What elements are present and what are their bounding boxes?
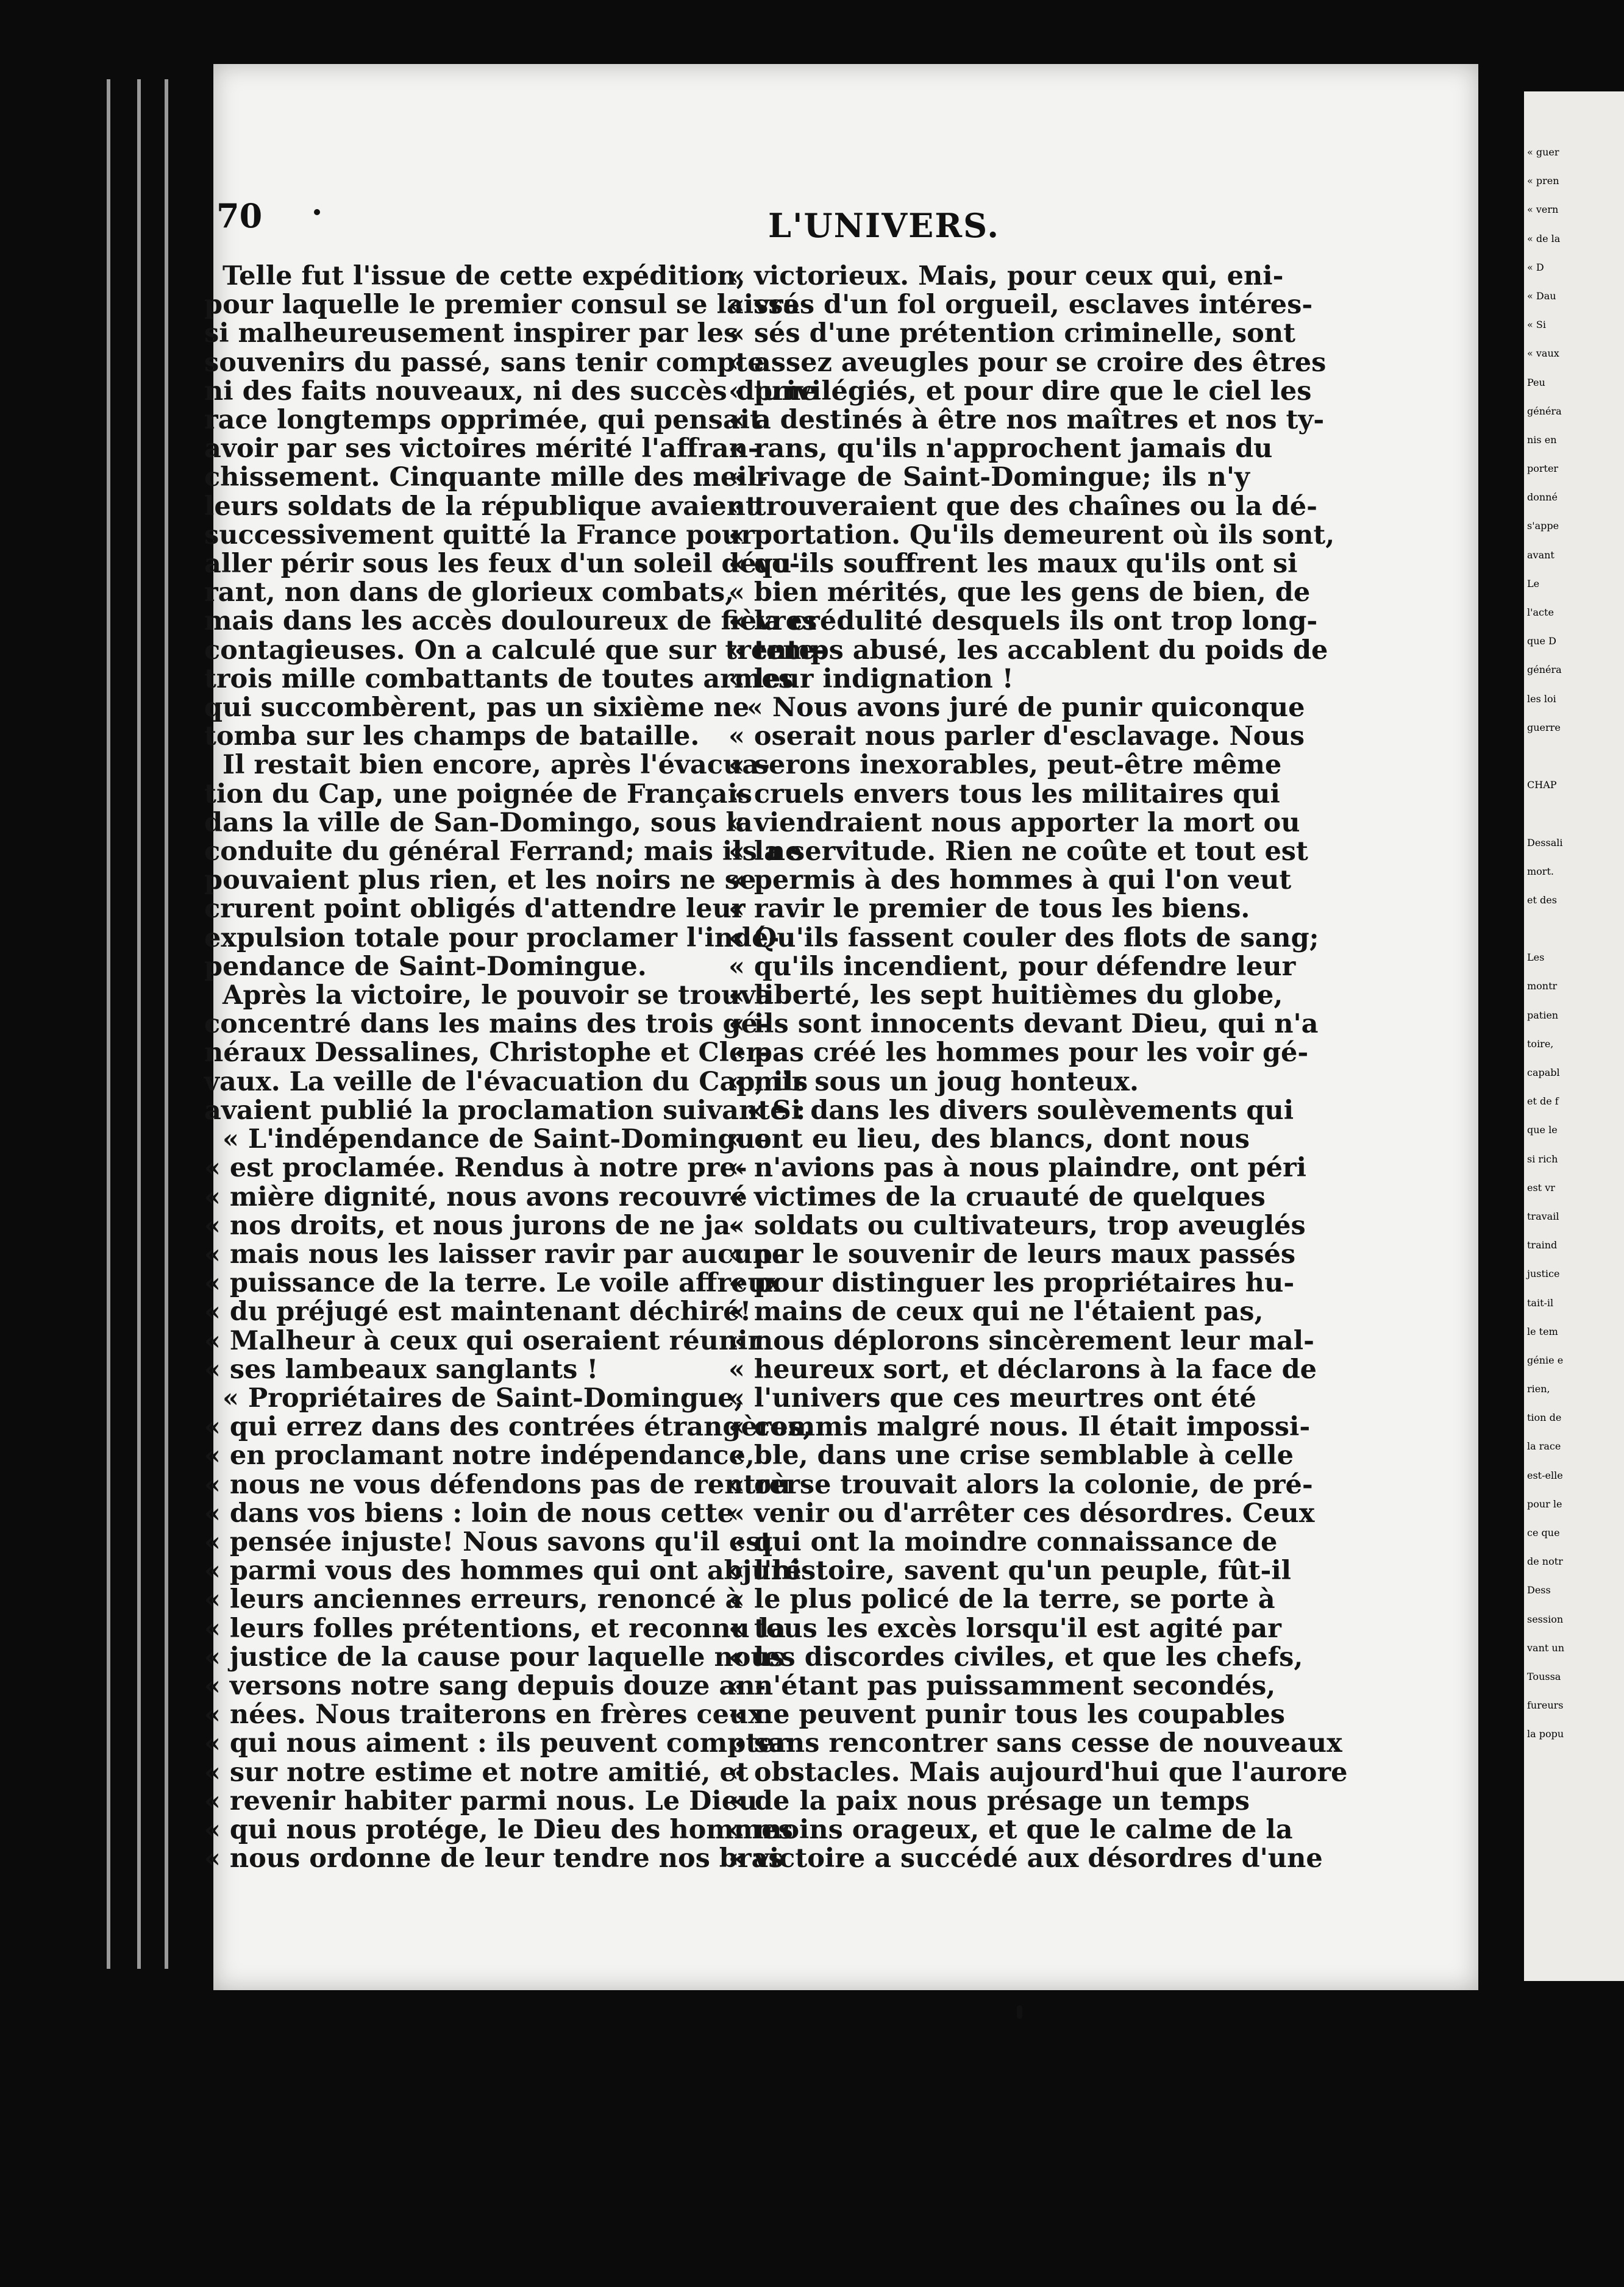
text-line: « heureux sort, et déclarons à la face de: [728, 1354, 1317, 1385]
text-line: crurent point obligés d'attendre leur: [204, 894, 746, 925]
text-line: « qui nous protége, le Dieu des hommes: [204, 1814, 793, 1845]
text-line: chissement. Cinquante mille des meil-: [204, 462, 768, 493]
facing-page-fragment: CHAP: [1527, 779, 1557, 791]
facing-page-fragment: Peu: [1527, 376, 1545, 388]
text-line: race longtemps opprimée, qui pensait: [204, 405, 762, 436]
facing-page-fragment: toire,: [1527, 1037, 1554, 1050]
text-line: « victorieux. Mais, pour ceux qui, eni-: [728, 261, 1284, 291]
text-line: « Si dans les divers soulèvements qui: [747, 1095, 1294, 1126]
text-line: « nous ordonne de leur tendre nos bras: [204, 1843, 783, 1874]
text-line: « ne peuvent punir tous les coupables: [728, 1699, 1285, 1730]
facing-page-fragment: Le: [1527, 577, 1540, 589]
text-line: « en proclamant notre indépendance,: [204, 1440, 755, 1471]
text-line: « l'univers que ces meurtres ont été: [728, 1382, 1256, 1414]
facing-page-fragment: Les: [1527, 951, 1545, 964]
text-line: souvenirs du passé, sans tenir compte: [204, 347, 764, 378]
text-line: « liberté, les sept huitièmes du globe,: [728, 980, 1283, 1011]
text-line: tion du Cap, une poignée de Français: [204, 778, 752, 809]
facing-page-fragment: s'appe: [1527, 520, 1559, 532]
text-line: tomba sur les champs de bataille.: [204, 721, 700, 752]
text-line: successivement quitté la France pour: [204, 519, 755, 550]
facing-page-fragment: [1527, 808, 1624, 836]
facing-page-fragment: est-elle: [1527, 1469, 1563, 1481]
facing-page-fragment: « guer: [1527, 146, 1559, 158]
facing-page-fragment: « Dau: [1527, 290, 1556, 302]
facing-page-fragment: génie e: [1527, 1354, 1564, 1366]
facing-page-fragment: « vaux: [1527, 347, 1559, 360]
text-line: « ravir le premier de tous les biens.: [728, 894, 1250, 925]
facing-page-fragment: [1527, 750, 1624, 779]
text-line: « l'histoire, savent qu'un peuple, fût-il: [728, 1556, 1292, 1587]
text-line: « revenir habiter parmi nous. Le Dieu: [204, 1785, 758, 1816]
text-line: « dans vos biens : loin de nous cette: [204, 1498, 735, 1529]
text-line: néraux Dessalines, Christophe et Cler-: [204, 1037, 771, 1069]
text-line: « Malheur à ceux qui oseraient réunir: [204, 1325, 762, 1356]
facing-page: [1524, 91, 1624, 1981]
facing-page-fragment: mort.: [1527, 865, 1554, 877]
facing-page-fragment: et des: [1527, 894, 1557, 906]
text-line: « nées. Nous traiterons en frères ceux: [204, 1699, 764, 1730]
facing-page-fragment: « pren: [1527, 175, 1559, 187]
facing-page-fragment: donné: [1527, 491, 1558, 503]
facing-page-fragment: tion de: [1527, 1412, 1562, 1424]
binding-edge: [107, 79, 110, 1969]
text-line: « victoire a succédé aux désordres d'une: [728, 1843, 1323, 1874]
text-line: « serons inexorables, peut-être même: [728, 750, 1282, 781]
text-line: Il restait bien encore, après l'évacua-: [223, 750, 770, 781]
text-line: « sans rencontrer sans cesse de nouveaux: [728, 1728, 1342, 1759]
facing-page-fragment: Toussa: [1527, 1670, 1561, 1682]
text-line: expulsion totale pour proclamer l'indé-: [204, 922, 780, 953]
text-line: « nous ne vous défendons pas de rentrer: [204, 1469, 800, 1500]
text-line: « versons notre sang depuis douze an-: [204, 1670, 766, 1701]
facing-page-fragment: vant un: [1527, 1641, 1565, 1654]
text-line: « pas créé les hommes pour les voir gé-: [728, 1037, 1309, 1069]
text-line: « moins orageux, et que le calme de la: [728, 1814, 1293, 1845]
facing-page-fragment: session: [1527, 1613, 1564, 1625]
facing-page-fragment: tait-il: [1527, 1296, 1554, 1309]
text-line: « par le souvenir de leurs maux passés: [728, 1239, 1296, 1270]
text-line: « tous les excès lorsqu'il est agité par: [728, 1613, 1281, 1644]
text-line: « de la paix nous présage un temps: [728, 1785, 1250, 1816]
facing-page-fragment: [1527, 923, 1624, 951]
text-line: pour laquelle le premier consul se laissa: [204, 290, 800, 321]
text-line: concentré dans les mains des trois gé-: [204, 1009, 769, 1040]
text-line: contagieuses. On a calculé que sur trente-: [204, 635, 827, 666]
facing-page-fragment: et de f: [1527, 1095, 1559, 1108]
text-line: « ble, dans une crise semblable à celle: [728, 1440, 1294, 1471]
text-line: Après la victoire, le pouvoir se trouva: [223, 980, 773, 1011]
facing-page-fragment: « de la: [1527, 232, 1561, 244]
text-line: ni des faits nouveaux, ni des succès d'une: [204, 375, 817, 407]
text-line: « ont eu lieu, des blancs, dont nous: [728, 1124, 1250, 1155]
text-line: Telle fut l'issue de cette expédition,: [223, 261, 746, 291]
facing-page-fragment: travail: [1527, 1210, 1559, 1222]
text-line: « obstacles. Mais aujourd'hui que l'aurore: [728, 1757, 1348, 1788]
facing-page-fragment: traind: [1527, 1239, 1558, 1251]
text-line: « qui errez dans des contrées étrangères,: [204, 1412, 813, 1443]
text-line: pendance de Saint-Domingue.: [204, 951, 647, 982]
text-line: « privilégiés, et pour dire que le ciel les: [728, 375, 1312, 407]
text-line: « sur notre estime et notre amitié, et: [204, 1757, 749, 1788]
text-line: « pour distinguer les propriétaires hu-: [728, 1268, 1295, 1299]
text-line: « mière dignité, nous avons recouvré: [204, 1181, 747, 1212]
facing-page-fragment: l'acte: [1527, 606, 1554, 618]
text-line: trois mille combattants de toutes armes: [204, 663, 793, 694]
text-line: « du préjugé est maintenant déchiré!: [204, 1296, 752, 1328]
text-line: « portation. Qu'ils demeurent où ils sont,: [728, 519, 1335, 550]
running-title: L'UNIVERS.: [767, 206, 1000, 245]
text-line: rant, non dans de glorieux combats,: [204, 577, 735, 608]
text-line: « nos droits, et nous jurons de ne ja-: [204, 1210, 742, 1241]
facing-page-fragment: si rich: [1527, 1153, 1558, 1165]
facing-page-fragment: « vern: [1527, 204, 1559, 216]
text-line: « qu'ils incendient, pour défendre leur: [728, 951, 1296, 982]
text-line: « justice de la cause pour laquelle nous: [204, 1641, 785, 1673]
facing-page-fragment: guerre: [1527, 721, 1561, 733]
text-line: « Propriétaires de Saint-Domingue,: [223, 1382, 744, 1414]
text-line: « mais nous les laisser ravir par aucune: [204, 1239, 789, 1270]
text-line: « vrés d'un fol orgueil, esclaves intéres-: [728, 290, 1313, 321]
right-text-column: [728, 261, 1348, 1874]
facing-page-text: [1527, 146, 1624, 1757]
facing-page-fragment: Dess: [1527, 1584, 1551, 1596]
text-line: pouvaient plus rien, et les noirs ne se: [204, 865, 757, 896]
text-line: conduite du général Ferrand; mais ils ne: [204, 836, 802, 867]
facing-page-fragment: est vr: [1527, 1181, 1555, 1193]
facing-page-fragment: la race: [1527, 1440, 1561, 1453]
text-line: avaient publié la proclamation suivante :: [204, 1095, 806, 1126]
text-line: « mains de ceux qui ne l'étaient pas,: [728, 1296, 1264, 1328]
text-line: « commis malgré nous. Il était impossi-: [728, 1412, 1311, 1443]
binding-edge: [165, 79, 168, 1969]
text-line: « n'avions pas à nous plaindre, ont péri: [728, 1153, 1306, 1184]
text-line: « sés d'une prétention criminelle, sont: [728, 318, 1295, 349]
text-line: « L'indépendance de Saint-Domingue: [223, 1124, 772, 1155]
text-line: « oserait nous parler d'esclavage. Nous: [728, 721, 1305, 752]
facing-page-fragment: Dessali: [1527, 836, 1563, 848]
facing-page-fragment: la popu: [1527, 1728, 1564, 1740]
text-line: « trouveraient que des chaînes ou la dé-: [728, 491, 1318, 522]
text-line: « bien mérités, que les gens de bien, de: [728, 577, 1311, 608]
text-line: « permis à des hommes à qui l'on veut: [728, 865, 1292, 896]
text-line: si malheureusement inspirer par les: [204, 318, 739, 349]
text-line: « rivage de Saint-Domingue; ils n'y: [728, 462, 1250, 493]
text-line: « est proclamée. Rendus à notre pre-: [204, 1153, 747, 1184]
text-line: « ses lambeaux sanglants !: [204, 1354, 599, 1385]
facing-page-fragment: rien,: [1527, 1383, 1550, 1395]
text-line: « assez aveugles pour se croire des êtres: [728, 347, 1327, 378]
facing-page-fragment: montr: [1527, 980, 1558, 992]
text-line: « mir sous un joug honteux.: [728, 1066, 1139, 1097]
text-line: « leurs folles prétentions, et reconnu la: [204, 1613, 786, 1644]
ink-speck: [314, 209, 320, 215]
text-line: « ils sont innocents devant Dieu, qui n'a: [728, 1009, 1319, 1040]
text-line: avoir par ses victoires mérité l'affran-: [204, 433, 759, 464]
text-line: « cruels envers tous les militaires qui: [728, 778, 1280, 809]
facing-page-fragment: généra: [1527, 664, 1562, 676]
facing-page-fragment: de notr: [1527, 1556, 1563, 1568]
text-line: « nous déplorons sincèrement leur mal-: [728, 1325, 1314, 1356]
ink-speck: [1017, 2005, 1022, 2019]
text-line: dans la ville de San-Domingo, sous la: [204, 807, 753, 838]
text-line: « viendraient nous apporter la mort ou: [728, 807, 1300, 838]
text-line: « leur indignation !: [728, 663, 1014, 694]
facing-page-fragment: « Si: [1527, 319, 1546, 331]
text-line: « leurs anciennes erreurs, renoncé à: [204, 1584, 743, 1615]
facing-page-fragment: les loi: [1527, 692, 1556, 705]
page-number: 70: [216, 196, 263, 235]
text-line: « la crédulité desquels ils ont trop long-: [728, 606, 1318, 637]
text-line: « rans, qu'ils n'approchent jamais du: [728, 433, 1273, 464]
facing-page-fragment: pour le: [1527, 1498, 1562, 1510]
text-line: « Qu'ils fassent couler des flots de sang;: [728, 922, 1319, 953]
text-line: « Nous avons juré de punir quiconque: [747, 692, 1305, 724]
left-text-column: [204, 261, 827, 1874]
text-line: « où se trouvait alors la colonie, de pré-: [728, 1469, 1313, 1500]
text-line: « qui ont la moindre connaissance de: [728, 1526, 1278, 1557]
text-line: leurs soldats de la république avaient: [204, 491, 758, 522]
text-line: « qui nous aiment : ils peuvent compter: [204, 1728, 789, 1759]
text-line: « n'étant pas puissamment secondés,: [728, 1670, 1276, 1701]
text-line: « venir ou d'arrêter ces désordres. Ceux: [728, 1498, 1315, 1529]
text-line: « les discordes civiles, et que les chefs,: [728, 1641, 1303, 1673]
text-line: « le plus policé de la terre, se porte à: [728, 1584, 1275, 1615]
facing-page-fragment: patien: [1527, 1009, 1559, 1021]
text-line: vaux. La veille de l'évacuation du Cap, ils: [204, 1066, 808, 1097]
facing-page-fragment: avant: [1527, 549, 1555, 561]
text-line: « qu'ils souffrent les maux qu'ils ont si: [728, 549, 1298, 580]
text-line: « parmi vous des hommes qui ont abjuré: [204, 1556, 802, 1587]
facing-page-fragment: ce que: [1527, 1527, 1560, 1538]
text-line: « victimes de la cruauté de quelques: [728, 1181, 1266, 1212]
facing-page-fragment: fureurs: [1527, 1699, 1564, 1712]
facing-page-fragment: capabl: [1527, 1067, 1560, 1078]
text-line: qui succombèrent, pas un sixième ne: [204, 692, 750, 724]
facing-page-fragment: « D: [1527, 261, 1544, 273]
facing-page-fragment: que D: [1527, 635, 1556, 647]
facing-page-fragment: justice: [1527, 1268, 1560, 1280]
facing-page-fragment: le tem: [1527, 1325, 1558, 1337]
text-line: « temps abusé, les accablent du poids de: [728, 635, 1328, 666]
facing-page-fragment: généra: [1527, 405, 1562, 417]
facing-page-fragment: porter: [1527, 463, 1559, 475]
text-line: « soldats ou cultivateurs, trop aveuglés: [728, 1210, 1306, 1241]
text-line: aller périr sous les feux d'un soleil dévo-: [204, 549, 800, 580]
text-line: mais dans les accès douloureux de fièvres: [204, 606, 817, 637]
binding-edge: [137, 79, 141, 1969]
facing-page-fragment: que le: [1527, 1124, 1558, 1136]
text-line: « puissance de la terre. Le voile affreux: [204, 1268, 783, 1299]
text-line: « la servitude. Rien ne coûte et tout est: [728, 836, 1308, 867]
facing-page-fragment: nis en: [1527, 433, 1557, 446]
text-line: « pensée injuste! Nous savons qu'il est: [204, 1526, 773, 1557]
text-line: « a destinés à être nos maîtres et nos ty-: [728, 405, 1325, 436]
